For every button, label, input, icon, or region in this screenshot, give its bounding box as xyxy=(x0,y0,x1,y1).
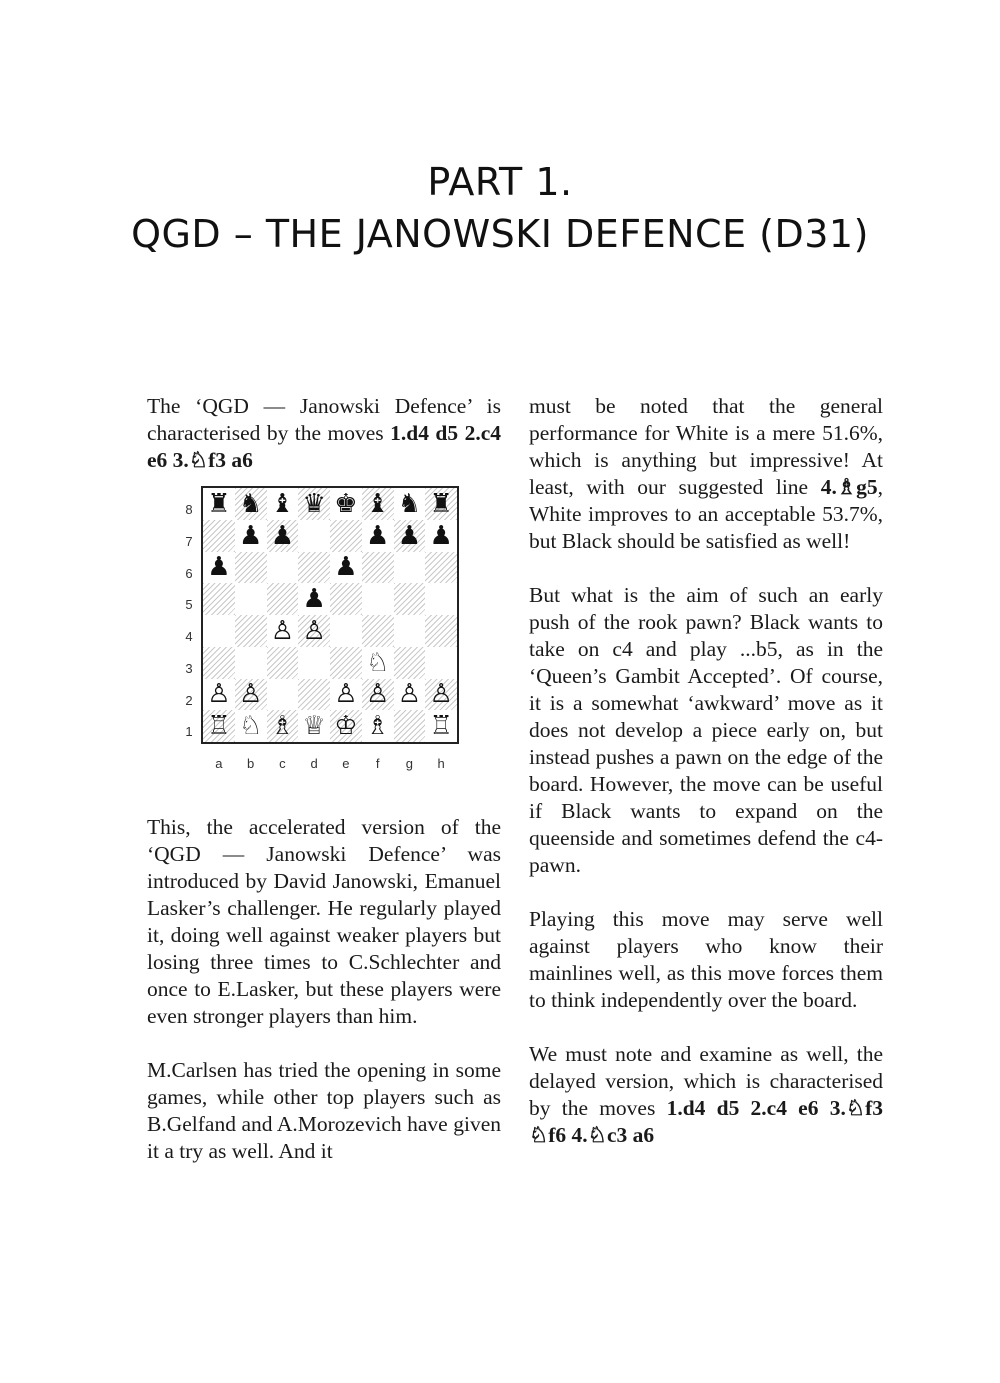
intro-text: The ‘QGD — Janowski Defence’ is characterised by the moves xyxy=(147,394,501,445)
square-h6 xyxy=(425,552,457,584)
square-c6 xyxy=(267,552,299,584)
square-d7 xyxy=(298,520,330,552)
square-f6 xyxy=(362,552,394,584)
piece-d1: ♕ xyxy=(302,711,326,742)
square-d6 xyxy=(298,552,330,584)
piece-h1: ♖ xyxy=(429,711,453,742)
piece-a6: ♟ xyxy=(207,552,231,583)
square-e7 xyxy=(330,520,362,552)
piece-a2: ♙ xyxy=(207,679,231,710)
suggested-move: 4.♗g5 xyxy=(820,475,878,499)
square-a5 xyxy=(203,583,235,615)
square-c2 xyxy=(267,679,299,711)
piece-d5: ♟ xyxy=(302,584,326,615)
file-label: h xyxy=(437,756,445,771)
square-b5 xyxy=(235,583,267,615)
piece-f2: ♙ xyxy=(365,679,390,710)
square-f5 xyxy=(362,583,394,615)
square-g3 xyxy=(394,647,426,679)
history-paragraph: This, the accelerated version of the ‘QGD — Janowski Defence’ was introduced by David Janowski, Emanuel Lasker’s challenger. He regularly played it, doing well against weaker players but losing three times to C.Schlechter and once to E.Lasker, but these players were even stronger players than him. xyxy=(147,815,501,1028)
piece-a8: ♜ xyxy=(207,488,231,519)
piece-b2: ♙ xyxy=(238,679,263,710)
square-h3 xyxy=(425,647,457,679)
piece-c7: ♟ xyxy=(270,520,295,551)
rank-label: 7 xyxy=(185,533,193,549)
piece-c1: ♗ xyxy=(270,711,295,742)
rank-label: 8 xyxy=(185,502,193,517)
piece-h8: ♜ xyxy=(429,488,453,519)
file-label: c xyxy=(279,756,286,771)
left-column xyxy=(147,393,501,1165)
piece-e2: ♙ xyxy=(334,679,358,710)
rank-label: 4 xyxy=(185,629,193,644)
piece-f7: ♟ xyxy=(365,520,390,551)
intro-paragraph xyxy=(147,393,501,474)
square-c3 xyxy=(267,647,299,679)
square-g4 xyxy=(394,615,426,647)
piece-d8: ♛ xyxy=(302,488,326,519)
piece-b1: ♘ xyxy=(238,711,263,742)
square-g5 xyxy=(394,583,426,615)
file-label: f xyxy=(375,756,380,771)
carlsen-paragraph: M.Carlsen has tried the opening in some games, while other top players such as B.Gelfand and A.Morozevich have given it a try as well. And it xyxy=(147,1058,501,1163)
file-label: d xyxy=(310,756,318,771)
square-h4 xyxy=(425,615,457,647)
mainlines-paragraph: Playing this move may serve well against players who know their mainlines well, as this move forces them to think independently over the board. xyxy=(529,907,883,1012)
chess-diagram xyxy=(185,486,459,771)
square-d2 xyxy=(298,679,330,711)
piece-c4: ♙ xyxy=(270,615,295,646)
rank-label: 2 xyxy=(185,692,193,708)
piece-a1: ♖ xyxy=(207,711,231,742)
square-d3 xyxy=(298,647,330,679)
rank-label: 3 xyxy=(185,660,193,676)
piece-e8: ♚ xyxy=(334,488,358,519)
piece-f1: ♗ xyxy=(365,711,390,742)
square-f4 xyxy=(362,615,394,647)
square-g6 xyxy=(394,552,426,584)
piece-c8: ♝ xyxy=(270,488,295,519)
file-label: b xyxy=(247,756,255,771)
right-column xyxy=(529,393,883,1149)
intro-moves: 1.d4 d5 2.c4 e6 3.♘f3 a6 xyxy=(147,421,501,472)
piece-h2: ♙ xyxy=(429,679,453,710)
square-b6 xyxy=(235,552,267,584)
square-h5 xyxy=(425,583,457,615)
square-b4 xyxy=(235,615,267,647)
piece-b8: ♞ xyxy=(238,488,263,519)
square-c5 xyxy=(267,583,299,615)
piece-d4: ♙ xyxy=(302,615,326,646)
square-e3 xyxy=(330,647,362,679)
delayed-paragraph xyxy=(529,1041,883,1149)
rank-label: 6 xyxy=(185,565,193,581)
delayed-text: We must note and examine as well, the delayed version, which is characterised by the moves xyxy=(529,1042,883,1120)
piece-e6: ♟ xyxy=(334,552,358,583)
aim-paragraph: But what is the aim of such an early push of the rook pawn? Black wants to take on c4 and play ...b5, as in the ‘Queen’s Gambit Accepted’. Of course, it is a somewhat ‘awkward’ move as it does not develop a piece early on, but instead pushes a pawn on the edge of the board. However, the move can be useful if Black wants to expand on the queenside and sometimes defend the c4-pawn. xyxy=(529,583,883,877)
delayed-moves: 1.d4 d5 2.c4 e6 3.♘f3 ♘f6 4.♘c3 a6 xyxy=(529,1096,883,1147)
square-a7 xyxy=(203,520,235,552)
part-title: PART 1. xyxy=(427,160,573,204)
piece-g8: ♞ xyxy=(397,488,422,519)
square-e5 xyxy=(330,583,362,615)
piece-f8: ♝ xyxy=(365,488,390,519)
file-label: g xyxy=(405,756,413,771)
piece-b7: ♟ xyxy=(238,520,263,551)
piece-g2: ♙ xyxy=(397,679,422,710)
rank-label: 1 xyxy=(185,724,193,740)
square-a3 xyxy=(203,647,235,679)
file-label: a xyxy=(215,756,223,771)
diagram-area xyxy=(147,474,501,814)
performance-text-b: , White improves to an acceptable 53.7%, but Black should be satisfied as well! xyxy=(529,475,883,553)
file-label: e xyxy=(342,756,350,771)
square-g1 xyxy=(394,710,426,742)
square-e4 xyxy=(330,615,362,647)
chess-board xyxy=(185,486,459,771)
performance-text-a: must be noted that the general performance for White is a mere 51.6%, which is anything but impressive! At least, with our suggested line xyxy=(529,394,883,499)
piece-e1: ♔ xyxy=(334,711,358,742)
piece-f3: ♘ xyxy=(365,647,390,678)
square-b3 xyxy=(235,647,267,679)
piece-h7: ♟ xyxy=(429,520,453,551)
rank-label: 5 xyxy=(185,597,193,613)
chapter-title: QGD – THE JANOWSKI DEFENCE (D31) xyxy=(131,212,869,256)
performance-paragraph xyxy=(529,393,883,555)
piece-g7: ♟ xyxy=(397,520,422,551)
square-a4 xyxy=(203,615,235,647)
